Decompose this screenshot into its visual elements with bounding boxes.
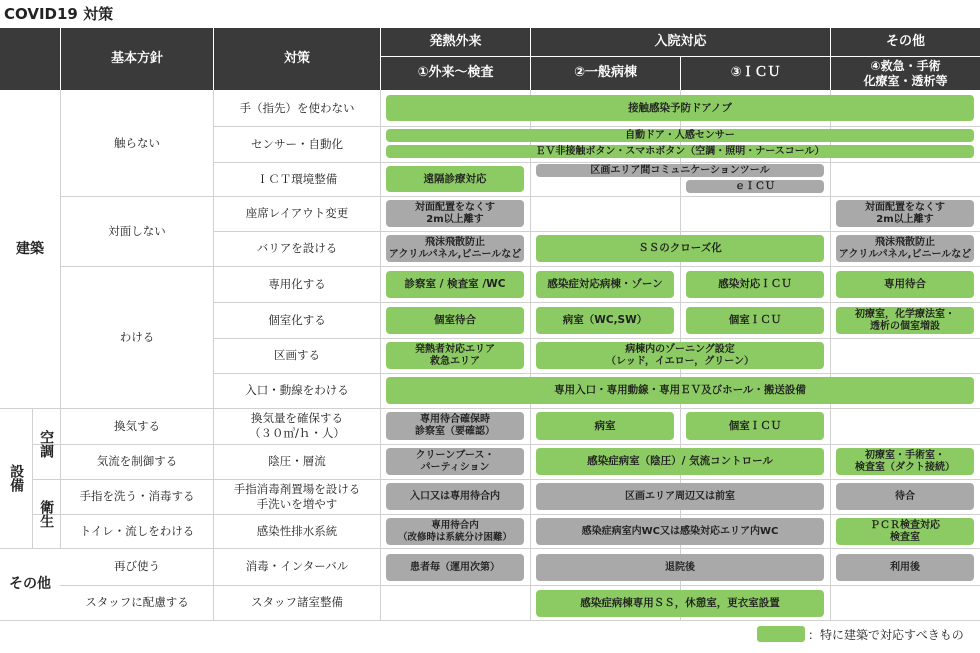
legend-swatch — [757, 626, 805, 642]
grid-v-5 — [830, 90, 831, 621]
bar-airflow-1-line2: パーティション — [420, 461, 490, 473]
policy-toilet: トイレ・流しをわける — [79, 523, 195, 538]
bar-staff-rooms: 感染症病棟専用ＳＳ，休憩室，更衣室設置 — [536, 590, 824, 617]
bar-entrance: 専用入口・専用動線・専用ＥＶ及びホール・搬送設備 — [386, 377, 974, 404]
bar-auto-door: 自動ドア・人感センサー — [386, 129, 974, 142]
measure-12-line1: 手指消毒剤置場を設ける — [233, 481, 361, 496]
bar-private-3: 個室ＩＣＵ — [686, 307, 824, 334]
legend-text: ：特に建築で対応すべきもの — [808, 628, 964, 642]
header-fever: 発熱外来 — [381, 28, 530, 56]
header-col3: ③ＩＣＵ — [681, 57, 830, 90]
policy-taimen: 対面しない — [108, 223, 166, 238]
measure-8: 区画する — [274, 348, 320, 363]
measure-11: 陰圧・層流 — [268, 454, 326, 469]
bar-handwash-4: 待合 — [836, 483, 974, 510]
measure-14: 消毒・インターバル — [245, 559, 349, 574]
bar-comm-tool: 区画エリア間コミュニケーションツール — [536, 164, 824, 177]
measure-10-line2: （３０㎥/ｈ・人） — [249, 426, 345, 440]
bar-dedicated-1: 診察室 / 検査室 /WC — [386, 271, 524, 298]
measure-5: バリアを設ける — [256, 241, 338, 256]
header-col1: ①外来～検査 — [381, 57, 530, 90]
bar-drain-4 — [836, 518, 974, 545]
bar-private-1: 個室待合 — [386, 307, 524, 334]
measure-3: ＩＣＴ環境整備 — [256, 171, 338, 186]
measure-4: 座席レイアウト変更 — [245, 206, 349, 221]
bar-eicu: ｅＩＣＵ — [686, 180, 824, 193]
category-eisei: 衛生 — [38, 499, 55, 528]
bar-drain-4-line1: ＰＣＲ検査対応 — [870, 519, 940, 531]
bar-ss-closed: ＳＳのクローズ化 — [536, 235, 824, 262]
bar-airflow-4 — [836, 448, 974, 475]
policy-sawaranai: 触らない — [114, 135, 160, 150]
bar-reuse-2: 退院後 — [536, 554, 824, 581]
bar-vent-2: 病室 — [536, 412, 674, 440]
header-col4-line2: 化療室・透析等 — [863, 73, 948, 88]
bar-zone-1 — [386, 342, 524, 369]
measure-9: 入口・動線をわける — [245, 383, 349, 398]
bar-barrier-4-line1: 飛沫飛散防止 — [875, 236, 935, 248]
bar-seat-4-line1: 対面配置をなくす — [865, 201, 945, 213]
category-setsubi: 設備 — [8, 464, 25, 492]
bar-seat-1-line2: 2m以上離す — [426, 213, 484, 225]
bar-seat-1 — [386, 200, 524, 227]
bar-private-4-line2: 透析の個室増設 — [870, 320, 940, 332]
bar-airflow-4-line1: 初療室・手術室・ — [865, 449, 945, 461]
bar-barrier-1-line2: アクリルパネル,ビニールなど — [388, 248, 522, 260]
bar-dedicated-3: 感染対応ＩＣＵ — [686, 271, 824, 298]
measure-2: センサー・自動化 — [251, 136, 343, 151]
bar-ev-button: ＥＶ非接触ボタン・スマホボタン（空調・照明・ナースコール） — [386, 145, 974, 158]
bar-drain-1-line2: （改修時は系統分け困難） — [397, 531, 512, 543]
header-taisaku: 対策 — [214, 28, 380, 90]
bar-handwash-2: 区画エリア周辺又は前室 — [536, 483, 824, 510]
bar-seat-1-line1: 対面配置をなくす — [415, 201, 495, 213]
bar-zone-2-line1: 病棟内のゾーニング設定 — [625, 343, 735, 355]
header-blank — [0, 28, 60, 90]
bar-doorknob: 接触感染予防ドアノブ — [386, 95, 974, 121]
bar-drain-2: 感染症病室内WC又は感染対応エリア内WC — [536, 518, 824, 545]
policy-tearai: 手指を洗う・消毒する — [79, 489, 195, 504]
bar-dedicated-4: 専用待合 — [836, 271, 974, 298]
page-title: COVID19 対策 — [4, 5, 114, 23]
category-kuucho: 空調 — [38, 429, 55, 458]
measure-10-line1: 換気量を確保する — [251, 411, 343, 426]
bar-seat-4-line2: 2m以上離す — [876, 213, 934, 225]
bar-airflow-1-line1: クリーンブース・ — [415, 449, 495, 461]
policy-staff: スタッフに配慮する — [85, 595, 189, 610]
header-col4 — [831, 57, 980, 90]
header-kihon: 基本方針 — [61, 28, 213, 90]
bar-remote-care: 遠隔診療対応 — [386, 166, 524, 192]
bar-vent-3: 個室ＩＣＵ — [686, 412, 824, 440]
header-inpatient: 入院対応 — [531, 28, 830, 56]
bar-reuse-4: 利用後 — [836, 554, 974, 581]
policy-kanki: 換気する — [114, 418, 160, 433]
category-sonota: その他 — [9, 575, 51, 592]
bar-zone-2-line2: （レッド，イエロー，グリーン） — [606, 355, 754, 367]
bar-private-4 — [836, 307, 974, 334]
bar-zone-1-line2: 救急エリア — [430, 355, 480, 367]
policy-wakeru: わける — [119, 329, 155, 344]
policy-futatabi: 再び使う — [114, 559, 160, 574]
header-col2: ②一般病棟 — [531, 57, 680, 90]
grid-v-3 — [530, 90, 531, 621]
bar-barrier-1-line1: 飛沫飛散防止 — [425, 236, 485, 248]
bar-vent-1 — [386, 412, 524, 440]
bar-zone-1-line1: 発熱者対応エリア — [415, 343, 495, 355]
bar-private-4-line1: 初療室，化学療法室・ — [855, 308, 955, 320]
bar-airflow-2: 感染症病室（陰圧）/ 気流コントロール — [536, 448, 824, 475]
bar-seat-4 — [836, 200, 974, 227]
policy-kiryu: 気流を制御する — [96, 454, 178, 469]
measure-1: 手（指先）を使わない — [239, 100, 355, 115]
measure-15: スタッフ諸室整備 — [251, 595, 343, 610]
measure-6: 専用化する — [268, 276, 326, 291]
grid-h-15 — [0, 620, 980, 621]
bar-drain-1-line1: 専用待合内 — [431, 520, 479, 532]
bar-dedicated-2: 感染症対応病棟・ゾーン — [536, 271, 674, 298]
bar-airflow-1 — [386, 448, 524, 475]
bar-reuse-1: 患者毎（運用次第） — [386, 554, 524, 581]
bar-zone-2 — [536, 342, 824, 369]
grid-v-2 — [380, 90, 381, 621]
bar-drain-1 — [386, 518, 524, 545]
bar-airflow-4-line2: 検査室（ダクト接続） — [855, 461, 955, 473]
measure-13: 感染性排水系統 — [256, 523, 338, 538]
header-col4-line1: ④救急・手術 — [870, 58, 941, 73]
bar-barrier-1 — [386, 235, 524, 262]
category-kenchiku: 建築 — [16, 240, 44, 257]
bar-barrier-4-line2: アクリルパネル,ビニールなど — [838, 248, 972, 260]
bar-handwash-1: 入口又は専用待合内 — [386, 483, 524, 510]
bar-private-2: 病室（WC,SW） — [536, 307, 674, 334]
measure-12-line2: 手洗いを増やす — [256, 496, 338, 511]
bar-drain-4-line2: 検査室 — [890, 531, 920, 543]
bar-barrier-4 — [836, 235, 974, 262]
header-other: その他 — [831, 28, 980, 56]
measure-7: 個室化する — [268, 312, 326, 327]
bar-vent-1-line1: 専用待合確保時 — [420, 414, 490, 425]
bar-vent-1-line2: 診察室（要確認） — [415, 426, 495, 437]
measure-10 — [214, 408, 380, 444]
measure-12 — [214, 479, 380, 514]
